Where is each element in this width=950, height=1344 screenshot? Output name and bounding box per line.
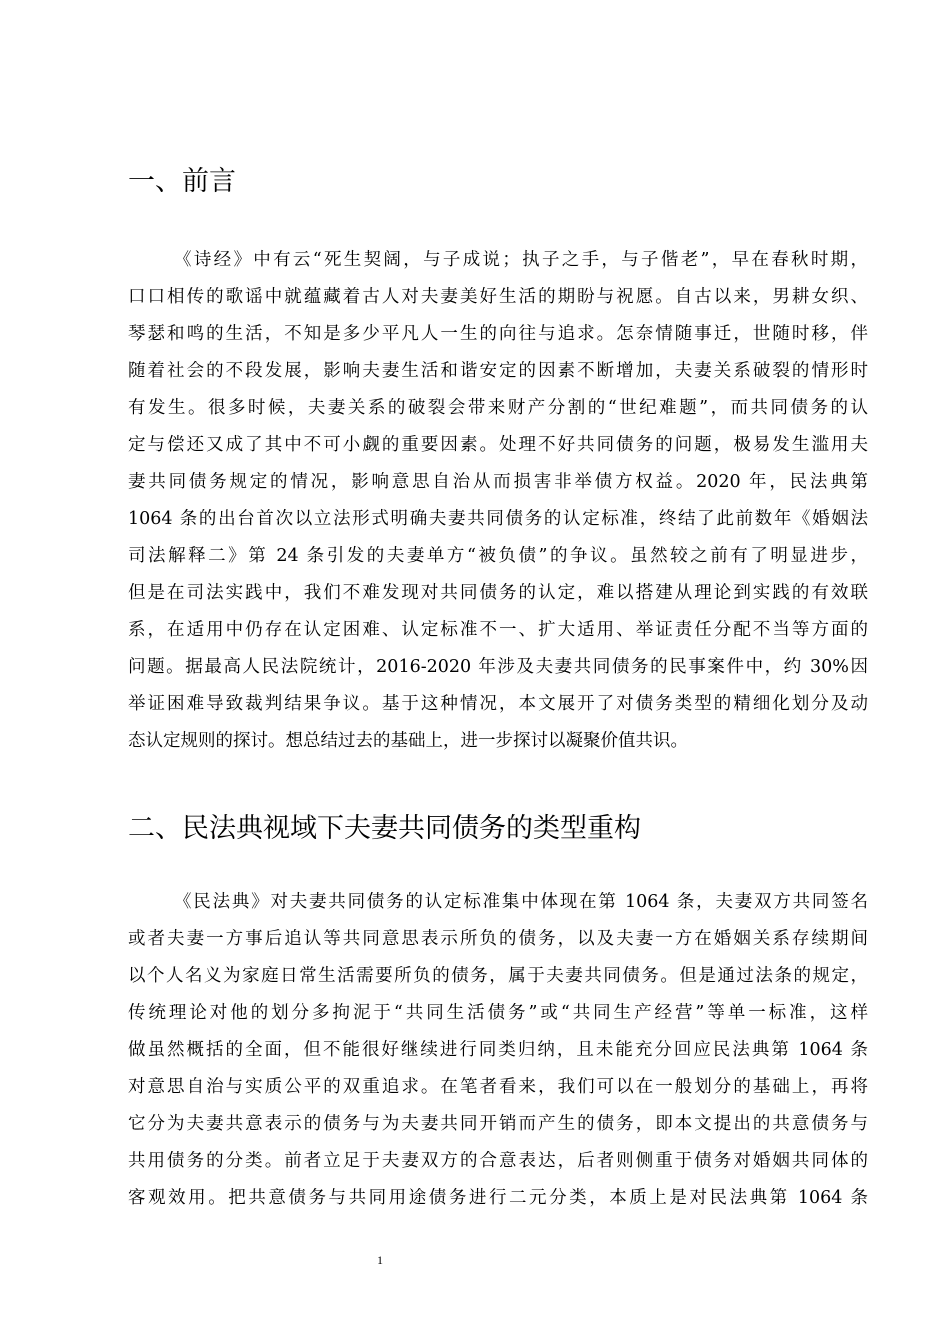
text-line: 但是在司法实践中，我们不难发现对共同债务的认定，难以搭建从理论到实践的有效联 <box>128 583 868 603</box>
text-line: 琴瑟和鸣的生活，不知是多少平凡人一生的向往与追求。怎奈情随事迁，世随时移，伴 <box>128 324 868 344</box>
text-line: 客观效用。把共意债务与共同用途债务进行二元分类，本质上是对民法典第 1064 条 <box>128 1188 868 1208</box>
text-line: 随着社会的不段发展，影响夫妻生活和谐安定的因素不断增加，夫妻关系破裂的情形时 <box>128 361 868 381</box>
section-heading-preface: 一、前言 <box>128 166 236 197</box>
text-line: 妻共同债务规定的情况，影响意思自治从而损害非举债方权益。2020 年，民法典第 <box>128 472 868 492</box>
text-line: 态认定规则的探讨。想总结过去的基础上，进一步探讨以凝聚价值共识。 <box>128 731 688 751</box>
text-line: 共用债务的分类。前者立足于夫妻双方的合意表达，后者则侧重于债务对婚姻共同体的 <box>128 1151 868 1171</box>
text-line: 《民法典》对夫妻共同债务的认定标准集中体现在第 1064 条，夫妻双方共同签名 <box>174 892 868 912</box>
text-line: 定与偿还又成了其中不可小觑的重要因素。处理不好共同债务的问题，极易发生滥用夫 <box>128 435 868 455</box>
text-line: 1064 条的出台首次以立法形式明确夫妻共同债务的认定标准，终结了此前数年《婚姻法 <box>128 509 868 529</box>
paragraph-debt-types <box>128 884 868 1217</box>
text-line: 司法解释二》第 24 条引发的夫妻单方“被负债”的争议。虽然较之前有了明显进步， <box>128 546 868 566</box>
text-line: 《诗经》中有云“死生契阔，与子成说；执子之手，与子偕老”，早在春秋时期， <box>174 250 868 270</box>
text-line: 以个人名义为家庭日常生活需要所负的债务，属于夫妻共同债务。但是通过法条的规定， <box>128 966 868 986</box>
section-heading-debt-types: 二、民法典视域下夫妻共同债务的类型重构 <box>128 813 641 844</box>
text-line: 传统理论对他的划分多拘泥于“共同生活债务”或“共同生产经营”等单一标准，这样 <box>128 1003 868 1023</box>
text-line: 问题。据最高人民法院统计，2016-2020 年涉及夫妻共同债务的民事案件中，约 30%因 <box>128 657 868 677</box>
text-line: 对意思自治与实质公平的双重追求。在笔者看来，我们可以在一般划分的基础上，再将 <box>128 1077 868 1097</box>
text-line: 或者夫妻一方事后追认等共同意思表示所负的债务，以及夫妻一方在婚姻关系存续期间 <box>128 929 868 949</box>
text-line: 举证困难导致裁判结果争议。基于这种情况，本文展开了对债务类型的精细化划分及动 <box>128 694 868 714</box>
text-line: 有发生。很多时候，夫妻关系的破裂会带来财产分割的“世纪难题”，而共同债务的认 <box>128 398 868 418</box>
text-line: 口口相传的歌谣中就蕴藏着古人对夫妻美好生活的期盼与祝愿。自古以来，男耕女织、 <box>128 287 868 307</box>
text-line: 做虽然概括的全面，但不能很好继续进行同类归纳，且未能充分回应民法典第 1064 条 <box>128 1040 868 1060</box>
paragraph-preface <box>128 242 868 760</box>
text-line: 系，在适用中仍存在认定困难、认定标准不一、扩大适用、举证责任分配不当等方面的 <box>128 620 868 640</box>
text-line: 它分为夫妻共意表示的债务与为夫妻共同开销而产生的债务，即本文提出的共意债务与 <box>128 1114 868 1134</box>
page-number: 1 <box>377 1253 383 1267</box>
